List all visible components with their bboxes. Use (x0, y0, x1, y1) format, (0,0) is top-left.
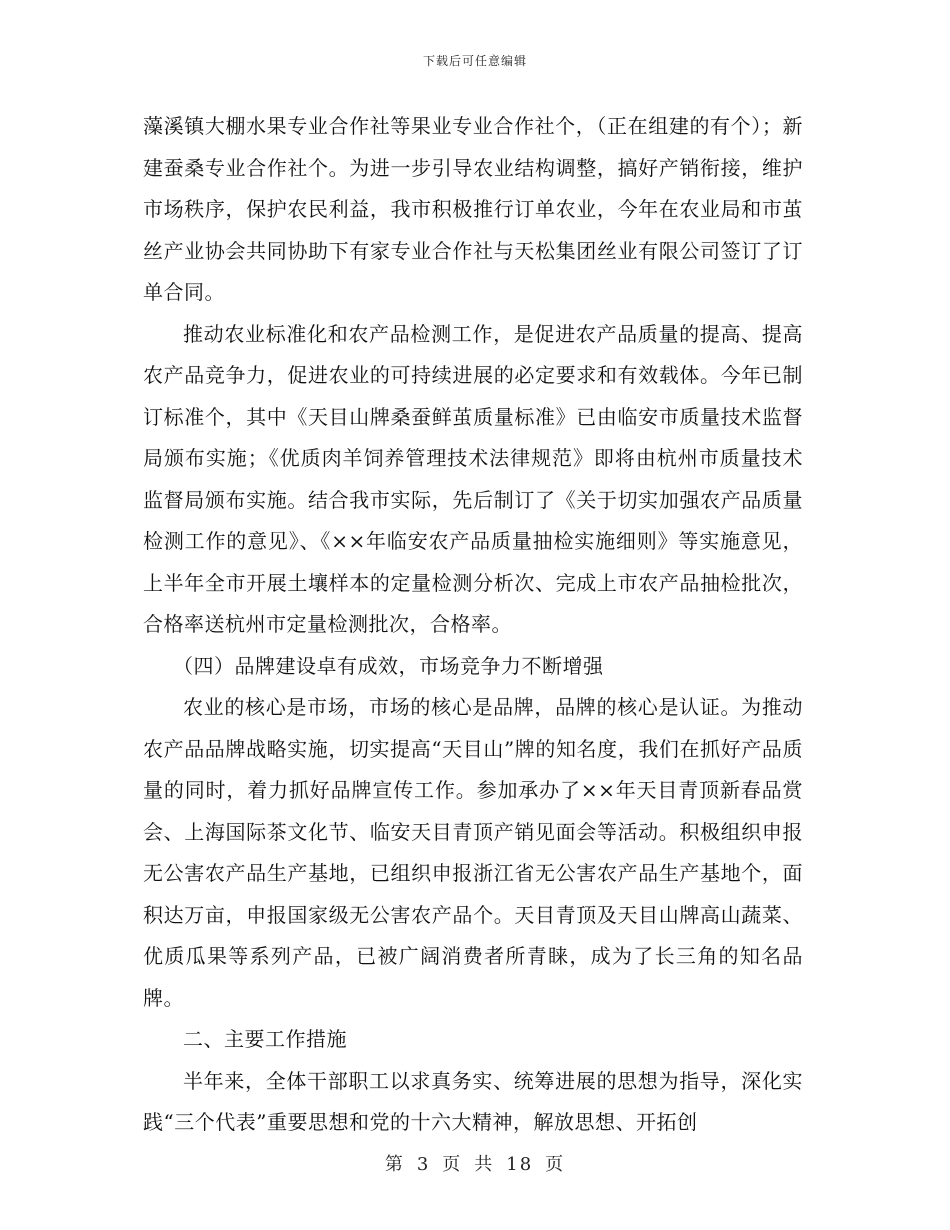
paragraph: 半年来，全体干部职工以求真务实、统筹进展的思想为指导，深化实践“三个代表”重要思想和党的十六大精神，解放思想、开拓创 (143, 1068, 803, 1134)
paragraph: 农业的核心是市场，市场的核心是品牌，品牌的核心是认证。为推动农产品品牌战略实施，切实提高“天目山”牌的知名度，我们在抓好产品质量的同时，着力抓好品牌宣传工作。参加承办了××年天目青顶新春品赏会、上海国际茶文化节、临安天目青顶产销见面会等活动。积极组织申报无公害农产品生产基地，已组织申报浙江省无公害农产品生产基地个，面积达万亩，申报国家级无公害农产品个。天目青顶及天目山牌高山蔬菜、优质瓜果等系列产品，已被广阔消费者所青睐，成为了长三角的知名品牌。 (143, 695, 803, 1010)
footer-page-word: 页 (442, 1154, 463, 1175)
page-footer (0, 1150, 950, 1176)
footer-total-word: 共 (474, 1154, 495, 1175)
paragraph-continued: 藻溪镇大棚水果专业合作社等果业专业合作社个，（正在组建的有个）；新建蚕桑专业合作社个。为进一步引导农业结构调整，搞好产销衔接，维护市场秩序，保护农民利益，我市积极推行订单农业，今年在农业局和市茧丝产业协会共同协助下有家专业合作社与天松集团丝业有限公司签订了订单合同。 (143, 114, 803, 304)
footer-current-page: 3 (416, 1154, 431, 1175)
section-subheading: （四）品牌建设卓有成效，市场竞争力不断增强 (173, 653, 604, 678)
paragraph: 推动农业标准化和农产品检测工作，是促进农产品质量的提高、提高农产品竞争力，促进农业的可持续进展的必定要求和有效载体。今年已制订标准个，其中《天目山牌桑蚕鲜茧质量标准》已由临安市质量技术监督局颁布实施；《优质肉羊饲养管理技术法律规范》即将由杭州市质量技术监督局颁布实施。结合我市实际，先后制订了《关于切实加强农产品质量检测工作的意见》、《××年临安农产品质量抽检实施细则》等实施意见，上半年全市开展土壤样本的定量检测分析次、完成上市农产品抽检批次，合格率送杭州市定量检测批次，合格率。 (143, 321, 803, 636)
footer-total-pages: 18 (506, 1154, 534, 1175)
page-header: 下载后可任意编辑 (422, 54, 527, 68)
section-heading: 二、主要工作措施 (183, 1027, 347, 1051)
document-body (143, 106, 803, 1144)
footer-suffix: 页 (545, 1154, 566, 1175)
footer-prefix: 第 (384, 1154, 405, 1175)
